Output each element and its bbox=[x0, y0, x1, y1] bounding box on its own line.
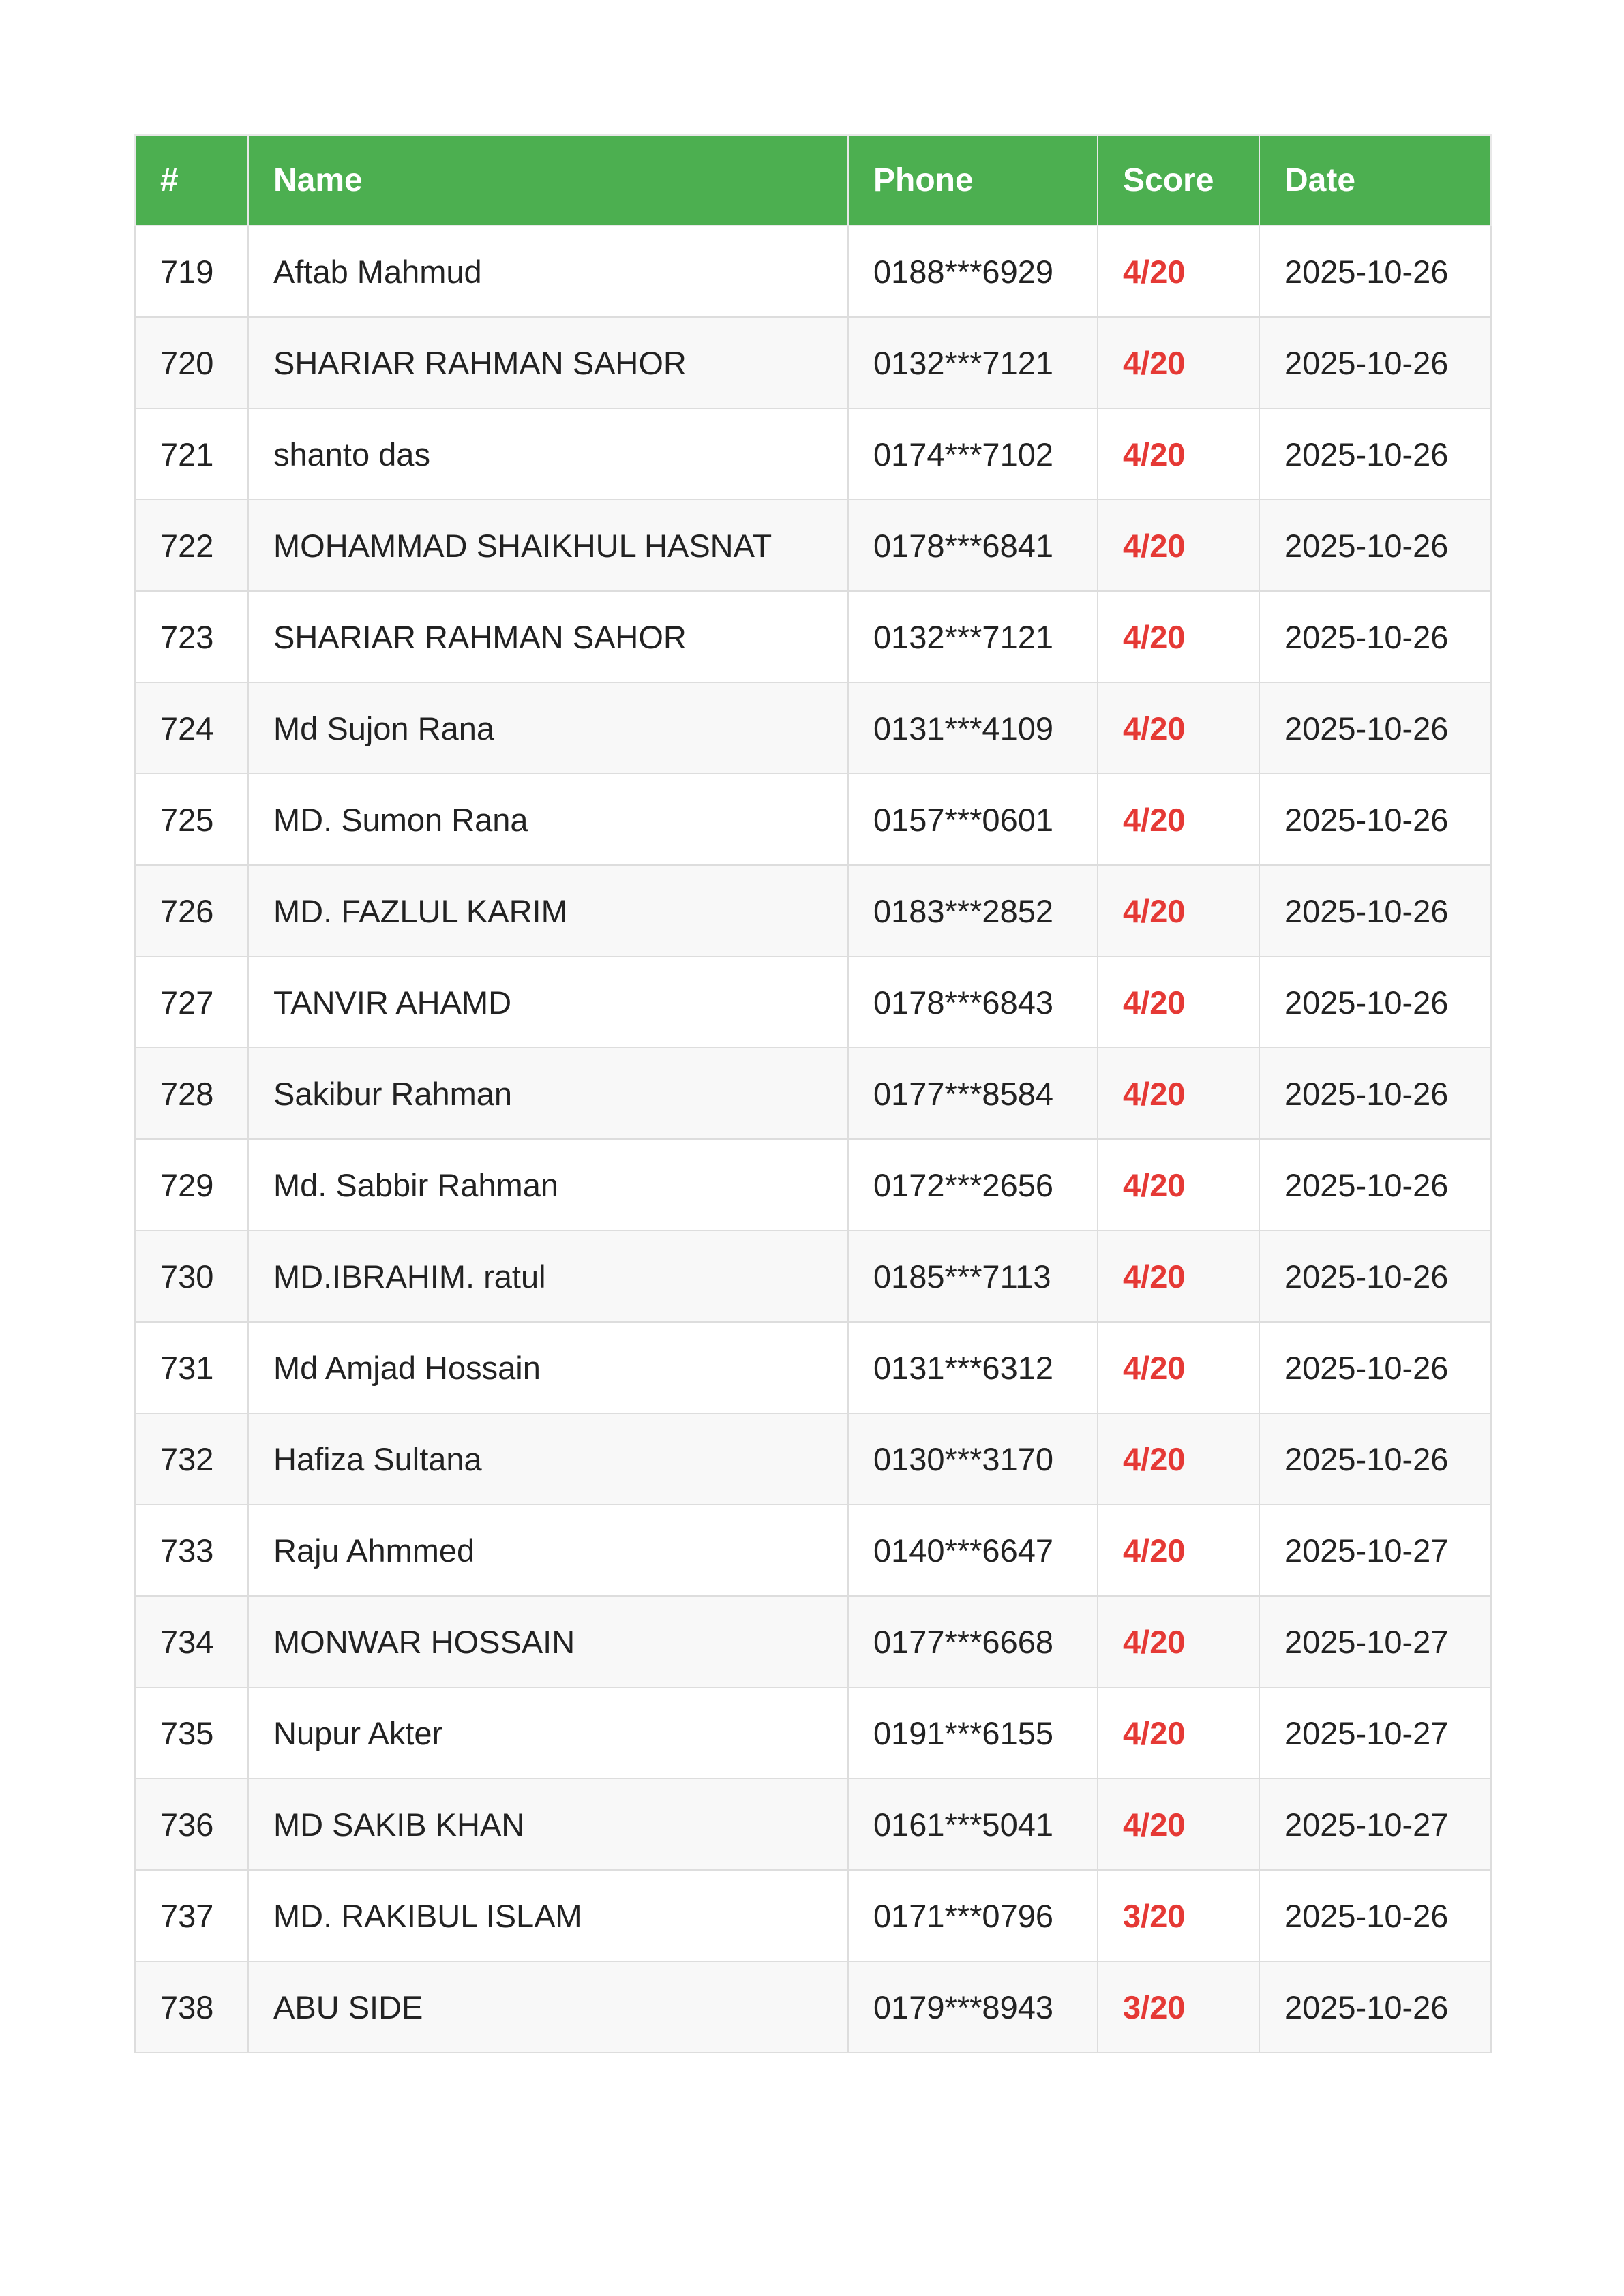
table-row bbox=[135, 591, 1491, 682]
cell-name: SHARIAR RAHMAN SAHOR bbox=[248, 317, 848, 408]
cell-score: 3/20 bbox=[1098, 1870, 1259, 1961]
table-row bbox=[135, 1322, 1491, 1413]
cell-number: 722 bbox=[135, 500, 248, 591]
cell-date: 2025-10-26 bbox=[1259, 591, 1491, 682]
cell-phone: 0131***4109 bbox=[848, 682, 1098, 774]
cell-phone: 0179***8943 bbox=[848, 1961, 1098, 2053]
cell-phone: 0157***0601 bbox=[848, 774, 1098, 865]
cell-phone: 0130***3170 bbox=[848, 1413, 1098, 1505]
cell-number: 730 bbox=[135, 1230, 248, 1322]
cell-phone: 0171***0796 bbox=[848, 1870, 1098, 1961]
table-row bbox=[135, 1048, 1491, 1139]
cell-number: 723 bbox=[135, 591, 248, 682]
cell-phone: 0191***6155 bbox=[848, 1687, 1098, 1779]
cell-name: Md Sujon Rana bbox=[248, 682, 848, 774]
cell-phone: 0161***5041 bbox=[848, 1779, 1098, 1870]
cell-date: 2025-10-27 bbox=[1259, 1687, 1491, 1779]
table-row bbox=[135, 408, 1491, 500]
table-body bbox=[135, 226, 1491, 2053]
cell-date: 2025-10-26 bbox=[1259, 1413, 1491, 1505]
cell-score: 4/20 bbox=[1098, 1139, 1259, 1230]
cell-score: 4/20 bbox=[1098, 226, 1259, 317]
table-row bbox=[135, 1779, 1491, 1870]
cell-name: MD SAKIB KHAN bbox=[248, 1779, 848, 1870]
cell-phone: 0185***7113 bbox=[848, 1230, 1098, 1322]
cell-date: 2025-10-26 bbox=[1259, 682, 1491, 774]
cell-score: 4/20 bbox=[1098, 774, 1259, 865]
cell-phone: 0140***6647 bbox=[848, 1505, 1098, 1596]
cell-score: 4/20 bbox=[1098, 1230, 1259, 1322]
column-header-name: Name bbox=[248, 135, 848, 226]
cell-name: MONWAR HOSSAIN bbox=[248, 1596, 848, 1687]
cell-date: 2025-10-26 bbox=[1259, 317, 1491, 408]
cell-name: ABU SIDE bbox=[248, 1961, 848, 2053]
cell-phone: 0172***2656 bbox=[848, 1139, 1098, 1230]
cell-score: 4/20 bbox=[1098, 1687, 1259, 1779]
cell-date: 2025-10-26 bbox=[1259, 1139, 1491, 1230]
cell-name: Raju Ahmmed bbox=[248, 1505, 848, 1596]
cell-date: 2025-10-26 bbox=[1259, 1048, 1491, 1139]
table-row bbox=[135, 1687, 1491, 1779]
cell-name: MD. Sumon Rana bbox=[248, 774, 848, 865]
cell-number: 724 bbox=[135, 682, 248, 774]
cell-date: 2025-10-26 bbox=[1259, 865, 1491, 956]
cell-number: 734 bbox=[135, 1596, 248, 1687]
table-row bbox=[135, 1505, 1491, 1596]
cell-date: 2025-10-26 bbox=[1259, 1230, 1491, 1322]
cell-name: MOHAMMAD SHAIKHUL HASNAT bbox=[248, 500, 848, 591]
cell-number: 727 bbox=[135, 956, 248, 1048]
column-header-score: Score bbox=[1098, 135, 1259, 226]
cell-name: MD.IBRAHIM. ratul bbox=[248, 1230, 848, 1322]
cell-number: 720 bbox=[135, 317, 248, 408]
cell-score: 4/20 bbox=[1098, 682, 1259, 774]
table-row bbox=[135, 1596, 1491, 1687]
cell-date: 2025-10-26 bbox=[1259, 1322, 1491, 1413]
cell-date: 2025-10-26 bbox=[1259, 226, 1491, 317]
cell-score: 4/20 bbox=[1098, 591, 1259, 682]
cell-score: 4/20 bbox=[1098, 317, 1259, 408]
cell-name: Hafiza Sultana bbox=[248, 1413, 848, 1505]
cell-score: 4/20 bbox=[1098, 1048, 1259, 1139]
cell-name: TANVIR AHAMD bbox=[248, 956, 848, 1048]
cell-date: 2025-10-27 bbox=[1259, 1779, 1491, 1870]
results-table bbox=[134, 134, 1492, 2053]
cell-phone: 0177***6668 bbox=[848, 1596, 1098, 1687]
table-row bbox=[135, 317, 1491, 408]
cell-phone: 0132***7121 bbox=[848, 591, 1098, 682]
table-header bbox=[135, 135, 1491, 226]
cell-score: 4/20 bbox=[1098, 1505, 1259, 1596]
cell-number: 725 bbox=[135, 774, 248, 865]
cell-number: 726 bbox=[135, 865, 248, 956]
cell-score: 4/20 bbox=[1098, 1413, 1259, 1505]
cell-number: 728 bbox=[135, 1048, 248, 1139]
cell-number: 737 bbox=[135, 1870, 248, 1961]
table-row bbox=[135, 956, 1491, 1048]
cell-phone: 0177***8584 bbox=[848, 1048, 1098, 1139]
cell-number: 719 bbox=[135, 226, 248, 317]
cell-number: 736 bbox=[135, 1779, 248, 1870]
cell-name: MD. RAKIBUL ISLAM bbox=[248, 1870, 848, 1961]
cell-date: 2025-10-26 bbox=[1259, 1961, 1491, 2053]
cell-number: 732 bbox=[135, 1413, 248, 1505]
cell-date: 2025-10-26 bbox=[1259, 956, 1491, 1048]
cell-phone: 0188***6929 bbox=[848, 226, 1098, 317]
cell-number: 731 bbox=[135, 1322, 248, 1413]
cell-number: 735 bbox=[135, 1687, 248, 1779]
cell-date: 2025-10-26 bbox=[1259, 408, 1491, 500]
table-row bbox=[135, 774, 1491, 865]
cell-phone: 0132***7121 bbox=[848, 317, 1098, 408]
header-row bbox=[135, 135, 1491, 226]
cell-phone: 0178***6841 bbox=[848, 500, 1098, 591]
cell-score: 3/20 bbox=[1098, 1961, 1259, 2053]
cell-phone: 0131***6312 bbox=[848, 1322, 1098, 1413]
column-header-date: Date bbox=[1259, 135, 1491, 226]
cell-score: 4/20 bbox=[1098, 865, 1259, 956]
cell-score: 4/20 bbox=[1098, 1596, 1259, 1687]
cell-number: 738 bbox=[135, 1961, 248, 2053]
table-row bbox=[135, 865, 1491, 956]
column-header-number: # bbox=[135, 135, 248, 226]
cell-name: shanto das bbox=[248, 408, 848, 500]
table-row bbox=[135, 1230, 1491, 1322]
cell-phone: 0178***6843 bbox=[848, 956, 1098, 1048]
cell-phone: 0174***7102 bbox=[848, 408, 1098, 500]
cell-date: 2025-10-26 bbox=[1259, 774, 1491, 865]
cell-date: 2025-10-26 bbox=[1259, 1870, 1491, 1961]
cell-name: SHARIAR RAHMAN SAHOR bbox=[248, 591, 848, 682]
table-row bbox=[135, 1870, 1491, 1961]
table-row bbox=[135, 682, 1491, 774]
cell-phone: 0183***2852 bbox=[848, 865, 1098, 956]
cell-name: MD. FAZLUL KARIM bbox=[248, 865, 848, 956]
table-row bbox=[135, 1413, 1491, 1505]
cell-number: 733 bbox=[135, 1505, 248, 1596]
cell-score: 4/20 bbox=[1098, 1779, 1259, 1870]
cell-name: Sakibur Rahman bbox=[248, 1048, 848, 1139]
cell-date: 2025-10-27 bbox=[1259, 1505, 1491, 1596]
table-row bbox=[135, 226, 1491, 317]
cell-date: 2025-10-27 bbox=[1259, 1596, 1491, 1687]
table-row bbox=[135, 1961, 1491, 2053]
cell-number: 721 bbox=[135, 408, 248, 500]
cell-score: 4/20 bbox=[1098, 1322, 1259, 1413]
column-header-phone: Phone bbox=[848, 135, 1098, 226]
cell-name: Aftab Mahmud bbox=[248, 226, 848, 317]
cell-name: Md Amjad Hossain bbox=[248, 1322, 848, 1413]
cell-score: 4/20 bbox=[1098, 956, 1259, 1048]
cell-name: Md. Sabbir Rahman bbox=[248, 1139, 848, 1230]
cell-number: 729 bbox=[135, 1139, 248, 1230]
table-row bbox=[135, 1139, 1491, 1230]
cell-score: 4/20 bbox=[1098, 500, 1259, 591]
table-row bbox=[135, 500, 1491, 591]
cell-name: Nupur Akter bbox=[248, 1687, 848, 1779]
cell-score: 4/20 bbox=[1098, 408, 1259, 500]
cell-date: 2025-10-26 bbox=[1259, 500, 1491, 591]
